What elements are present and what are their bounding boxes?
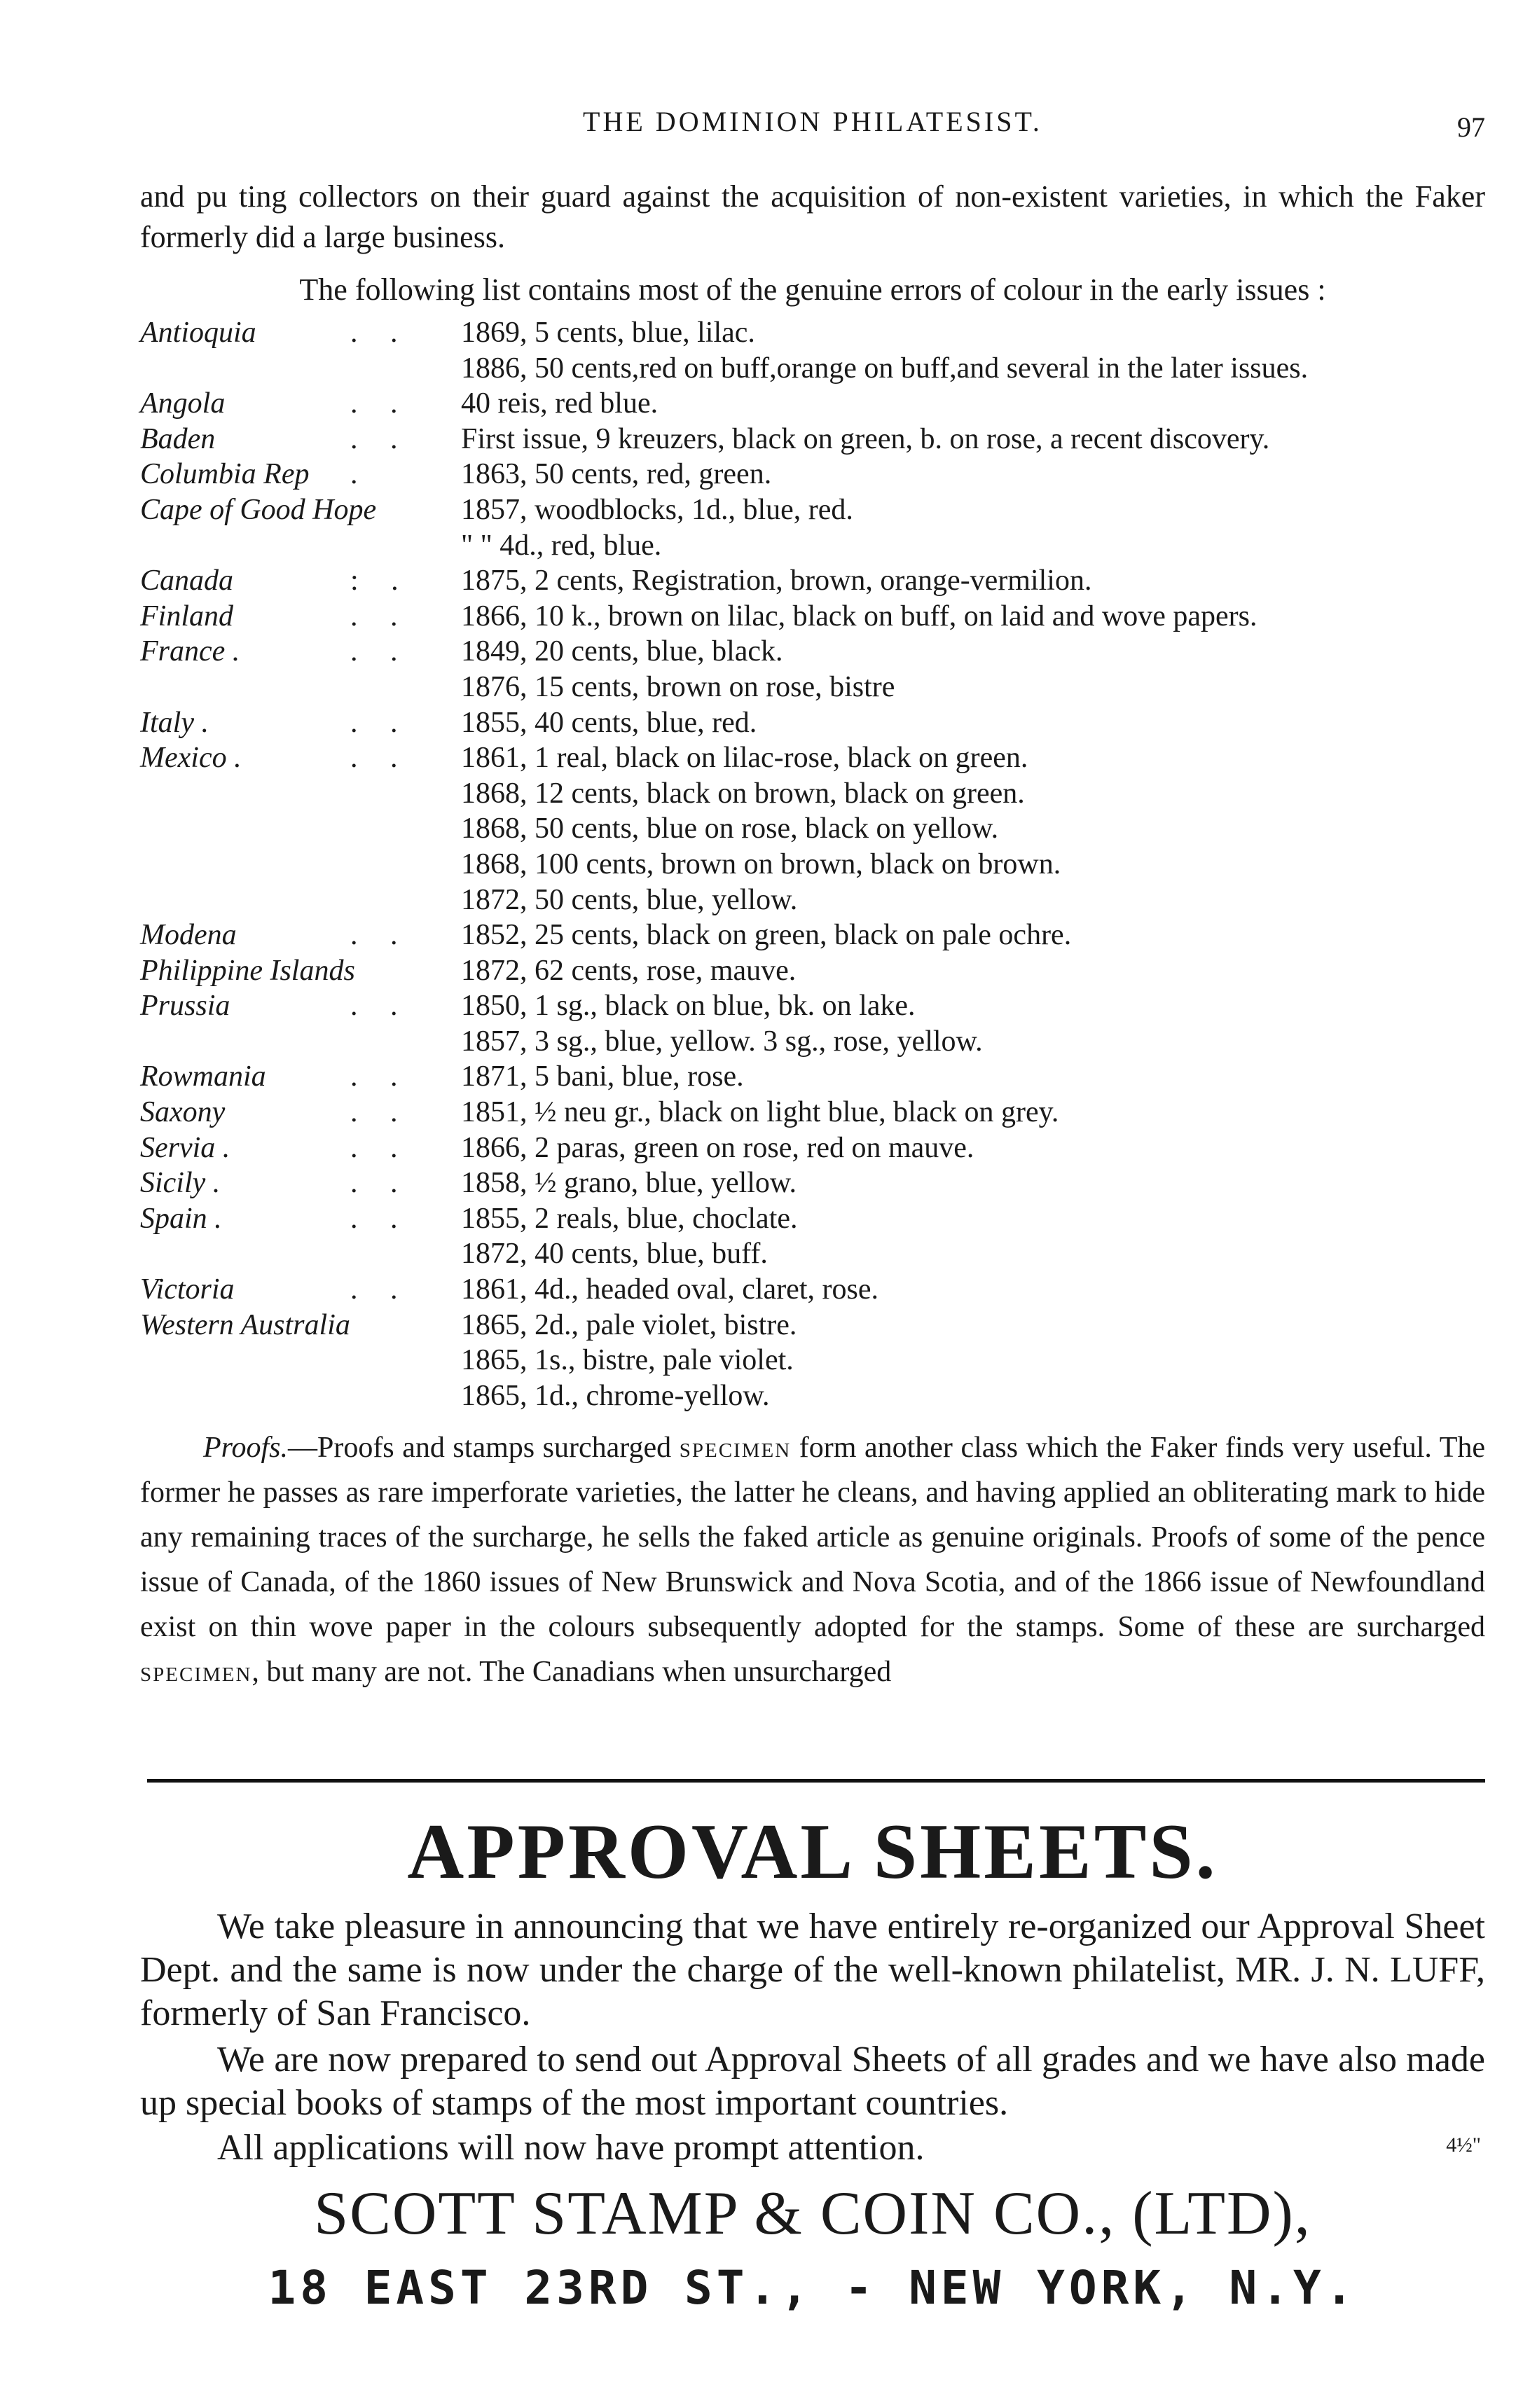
leader-dots: . . <box>350 635 411 668</box>
leader-dots: . . <box>350 1096 411 1129</box>
country-name: Columbia Rep <box>140 458 310 491</box>
error-entry: 1866, 10 k., brown on lilac, black on buff, on laid and wove papers. <box>461 600 1257 632</box>
page-number: 97 <box>1457 111 1485 143</box>
printer-mark: 4½" <box>1446 2133 1481 2157</box>
country-name: Finland <box>140 600 233 632</box>
advertisement-paragraph-2: We are now prepared to send out Approval Sheets of all grades and we have also made up special books of stamps of the most important countries. <box>140 2040 1485 2123</box>
leader-dots: . . <box>350 1167 411 1200</box>
error-entry: 1858, ½ grano, blue, yellow. <box>461 1167 797 1200</box>
error-list-row <box>140 1236 1485 1272</box>
error-entry: 1865, 1d., chrome-yellow. <box>461 1379 770 1412</box>
country-name: Canada <box>140 565 234 597</box>
error-list-row <box>140 1059 1485 1095</box>
company-name: SCOTT STAMP & COIN CO., (LTD), <box>314 2180 1311 2248</box>
leader-dots: : . <box>350 565 411 597</box>
error-list-row <box>140 918 1485 953</box>
error-list-row <box>140 1130 1485 1166</box>
error-entry: 1871, 5 bani, blue, rose. <box>461 1060 744 1093</box>
proofs-text-3: , but many are not. The Canadians when unsurcharged <box>251 1656 892 1688</box>
error-entry: 1852, 25 cents, black on green, black on pale ochre. <box>461 919 1072 952</box>
error-entry: 1865, 1s., bistre, pale violet. <box>461 1344 794 1377</box>
country-name: Western Australia <box>140 1308 350 1341</box>
error-list-row <box>140 670 1485 705</box>
leader-dots: . . <box>350 1131 411 1164</box>
leader-dots: . . <box>350 1202 411 1235</box>
advertisement-paragraph-1: We take pleasure in announcing that we have entirely re-organized our Approval Sheet Dept. and the same is now under the charge of the well-known philatelist, MR. J. N. LUFF, formerly of San Francisco. <box>140 1907 1485 2033</box>
error-entry: 1875, 2 cents, Registration, brown, orange-vermilion. <box>461 565 1092 597</box>
error-list-row <box>140 811 1485 847</box>
errors-list <box>140 315 1485 1413</box>
leader-dots: . . <box>350 742 411 775</box>
leader-dots: . . <box>350 387 411 420</box>
error-entry: 1855, 2 reals, blue, choclate. <box>461 1202 798 1235</box>
error-list-row <box>140 386 1485 422</box>
error-list-row <box>140 634 1485 670</box>
error-list-row <box>140 776 1485 812</box>
error-list-row <box>140 315 1485 351</box>
list-intro: The following list contains most of the genuine errors of colour in the early issues : <box>299 272 1326 307</box>
leader-dots: . . <box>350 422 411 455</box>
specimen-surcharge-1: specimen <box>679 1432 792 1464</box>
proofs-text-2: form another class which the Faker finds very useful. The former he passes as rare imperforate varieties, the latter he cleans, and having applied an obliterating mark to hide any remaining traces of the surcharge, he sells the faked article as genuine originals. Proofs of some of the pence issue of Canada, of the 1860 issues of New Brunswick and Nova Scotia, and of the 1866 issue of Newfoundland exist on thin wove paper in the colours subsequently adopted for the stamps. Some of these are surcharged <box>140 1432 1485 1643</box>
error-entry: 1857, woodblocks, 1d., blue, red. <box>461 493 853 526</box>
leader-dots: . . <box>350 990 411 1023</box>
error-entry: 40 reis, red blue. <box>461 387 659 420</box>
error-entry: 1865, 2d., pale violet, bistre. <box>461 1308 797 1341</box>
error-list-row <box>140 1095 1485 1130</box>
error-list-row <box>140 1024 1485 1060</box>
error-entry: 1868, 12 cents, black on brown, black on green. <box>461 777 1025 810</box>
error-list-row <box>140 953 1485 989</box>
error-entry: 1872, 40 cents, blue, buff. <box>461 1238 768 1271</box>
error-entry: 1861, 4d., headed oval, claret, rose. <box>461 1273 878 1306</box>
error-entry: 1851, ½ neu gr., black on light blue, black on grey. <box>461 1096 1059 1129</box>
error-list-row <box>140 883 1485 918</box>
error-entry: 1849, 20 cents, blue, black. <box>461 635 783 668</box>
advertisement-paragraph-3: All applications will now have prompt attention. <box>217 2128 925 2168</box>
error-list-row <box>140 1201 1485 1237</box>
error-entry: 1869, 5 cents, blue, lilac. <box>461 317 755 349</box>
error-list-row <box>140 492 1485 528</box>
country-name: Mexico . <box>140 742 242 775</box>
country-name: Servia . <box>140 1131 230 1164</box>
section-divider <box>147 1779 1485 1783</box>
error-list-row <box>140 740 1485 776</box>
error-entry: 1863, 50 cents, red, green. <box>461 458 772 491</box>
proofs-paragraph <box>140 1425 1485 1694</box>
country-name: Saxony <box>140 1096 226 1129</box>
error-list-row <box>140 599 1485 635</box>
country-name: Modena <box>140 919 237 952</box>
error-list-row <box>140 705 1485 741</box>
country-name: Spain . <box>140 1202 222 1235</box>
error-list-row <box>140 1308 1485 1343</box>
country-name: Cape of Good Hope <box>140 493 377 526</box>
leader-dots: . . <box>350 706 411 739</box>
proofs-lead: Proofs. <box>203 1432 288 1464</box>
advertisement-heading: APPROVAL SHEETS. <box>407 1808 1218 1895</box>
country-name: Prussia <box>140 990 230 1023</box>
error-entry: 1868, 50 cents, blue on rose, black on yellow. <box>461 812 999 845</box>
error-entry: 1866, 2 paras, green on rose, red on mauve. <box>461 1131 974 1164</box>
error-entry: 1868, 100 cents, brown on brown, black on brown. <box>461 847 1061 880</box>
error-list-row <box>140 422 1485 457</box>
country-name: Antioquia <box>140 317 256 349</box>
error-list-row <box>140 1343 1485 1378</box>
intro-paragraph: and pu ting collectors on their guard against the acquisition of non-existent varieties, in which the Faker formerly did a large business. <box>140 179 1485 254</box>
error-list-row <box>140 528 1485 564</box>
error-list-row <box>140 563 1485 599</box>
error-entry: 1850, 1 sg., black on blue, bk. on lake. <box>461 990 916 1023</box>
error-list-row <box>140 988 1485 1024</box>
leader-dots: . <box>350 458 371 491</box>
leader-dots: . . <box>350 1060 411 1093</box>
error-entry: 1876, 15 cents, brown on rose, bistre <box>461 670 895 703</box>
error-entry: 1861, 1 real, black on lilac-rose, black on green. <box>461 742 1028 775</box>
specimen-surcharge-2: specimen <box>140 1656 252 1688</box>
proofs-text-1: —Proofs and stamps surcharged <box>287 1432 680 1464</box>
country-name: Victoria <box>140 1273 235 1306</box>
country-name: Rowmania <box>140 1060 266 1093</box>
running-title: THE DOMINION PHILATESIST. <box>583 106 1042 137</box>
error-list-row <box>140 847 1485 883</box>
country-name: Philippine Islands <box>140 954 355 987</box>
country-name: France . <box>140 635 240 668</box>
error-list-row <box>140 1165 1485 1201</box>
leader-dots: . . <box>350 600 411 632</box>
country-name: Sicily . <box>140 1167 221 1200</box>
error-entry: 1886, 50 cents,red on buff,orange on buff,and several in the later issues. <box>461 352 1309 385</box>
error-entry: First issue, 9 kreuzers, black on green, b. on rose, a recent discovery. <box>461 422 1270 455</box>
error-entry: 1855, 40 cents, blue, red. <box>461 706 757 739</box>
error-entry: 1872, 62 cents, rose, mauve. <box>461 954 797 987</box>
leader-dots: . . <box>350 1273 411 1306</box>
country-name: Angola <box>140 387 226 420</box>
error-list-row <box>140 351 1485 387</box>
error-entry: 1857, 3 sg., blue, yellow. 3 sg., rose, yellow. <box>461 1025 983 1058</box>
country-name: Italy . <box>140 706 209 739</box>
leader-dots: . . <box>350 317 411 349</box>
error-entry: " " 4d., red, blue. <box>461 529 662 562</box>
error-list-row <box>140 457 1485 492</box>
error-entry: 1872, 50 cents, blue, yellow. <box>461 883 798 916</box>
error-list-row <box>140 1378 1485 1414</box>
error-list-row <box>140 1272 1485 1308</box>
leader-dots: . . <box>350 919 411 952</box>
company-address: 18 EAST 23RD ST., - NEW YORK, N.Y. <box>268 2261 1358 2315</box>
running-head <box>140 105 1485 147</box>
country-name: Baden <box>140 422 216 455</box>
